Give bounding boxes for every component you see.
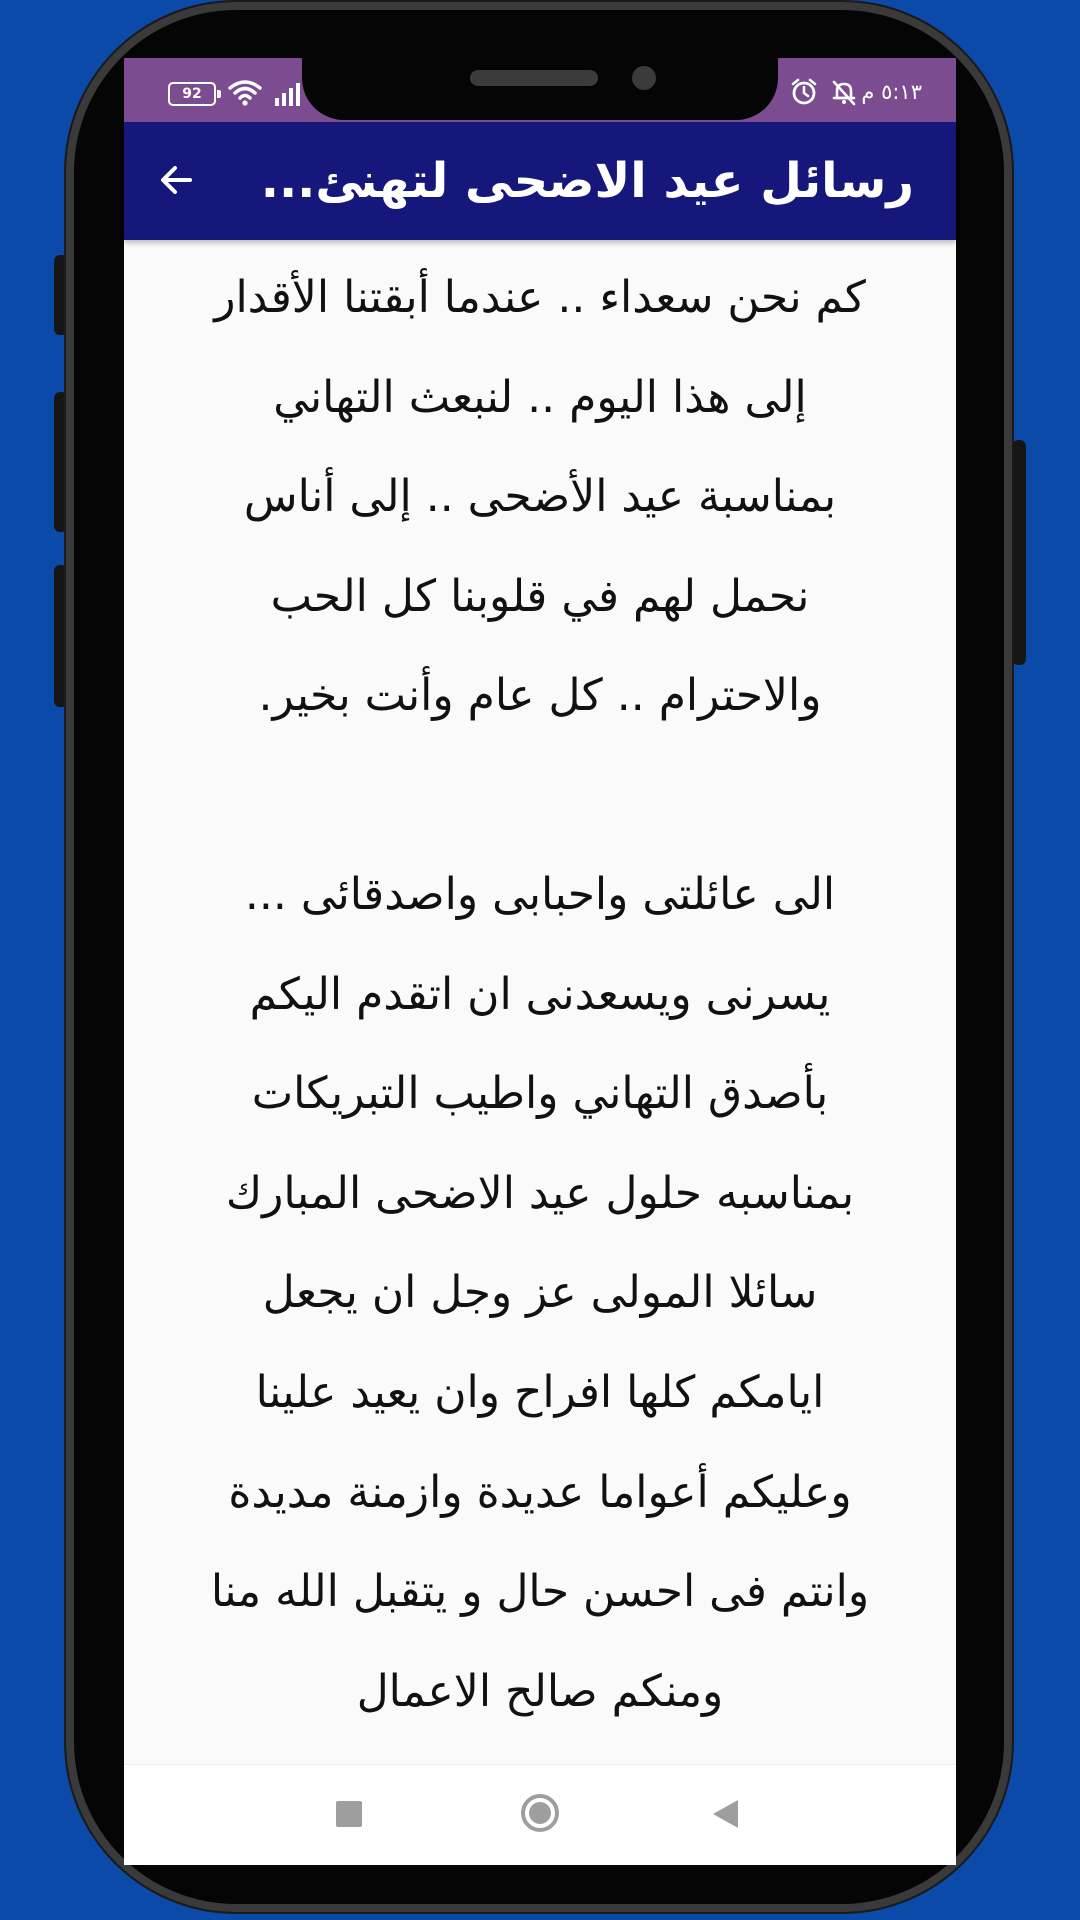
camera-notch [302, 54, 778, 120]
phone-power-button [1012, 440, 1026, 665]
battery-icon [168, 82, 216, 106]
message-content [148, 240, 932, 1717]
page-title: رسائل عيد الاضحى لتهنئ... [260, 153, 914, 209]
wifi-icon [228, 78, 262, 106]
mute-bell-icon [830, 78, 858, 106]
earpiece-speaker [470, 70, 598, 86]
message-paragraph: الى عائلتى واحبابى واصدقائى ... يسرنى ويسعدنى ان اتقدم اليكم بأصدق التهاني واطيب التبريكات بمناسبه حلول عيد الاضحى المبارك سائلا المولى عز وجل ان يجعل ايامكم كلها افراح وان يعيد علينا وعليكم أعواما عديدة وازمنة مديدة وانتم فى احسن حال و يتقبل الله منا ومنكم صالح الاعمال [210, 868, 870, 1717]
front-camera [632, 66, 656, 90]
phone-frame [66, 2, 1012, 1912]
battery-level: 92 [182, 86, 202, 102]
signal-icon [274, 80, 304, 106]
recent-apps-icon[interactable] [336, 1801, 362, 1827]
arrow-left-icon [156, 160, 196, 200]
system-navigation-bar [124, 1764, 956, 1865]
phone-screen [124, 58, 956, 1864]
message-paragraph: كم نحن سعداء .. عندما أبقتنا الأقدار إلى هذا اليوم .. لنبعث التهاني بمناسبة عيد الأضحى .. إلى أناس نحمل لهم في قلوبنا كل الحب والاحترام .. كل عام وأنت بخير. [214, 272, 866, 722]
home-icon[interactable] [520, 1793, 560, 1833]
app-bar [124, 122, 956, 240]
alarm-icon [790, 78, 818, 106]
back-button[interactable] [150, 154, 202, 206]
status-time: ٥:١٣ م [861, 80, 922, 104]
back-triangle-icon[interactable] [710, 1798, 740, 1830]
